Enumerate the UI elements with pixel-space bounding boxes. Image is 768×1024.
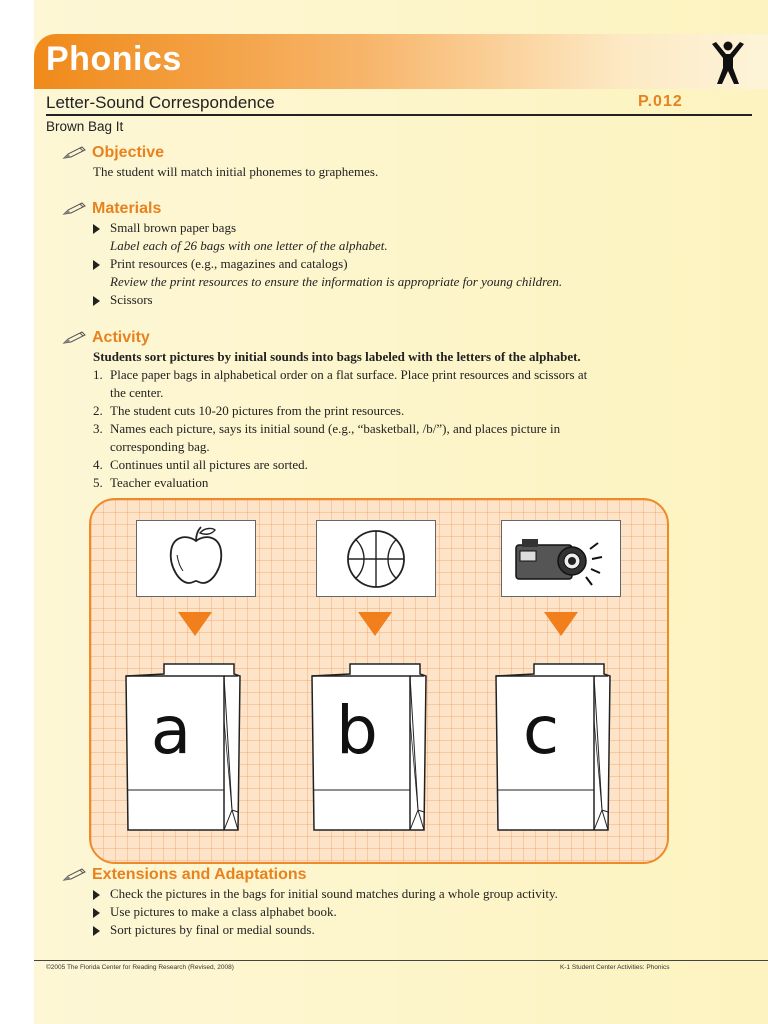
activity-heading-text: Activity <box>92 329 150 346</box>
basketball-icon <box>317 521 435 596</box>
bullet-icon <box>93 224 100 234</box>
student-figure-icon <box>708 40 748 86</box>
left-margin <box>0 0 34 1024</box>
materials-heading-text: Materials <box>92 200 162 217</box>
step-number: 4. <box>93 457 103 472</box>
activity-name: Brown Bag It <box>46 119 124 134</box>
step-number: 1. <box>93 367 103 382</box>
footer-rule <box>34 960 768 961</box>
materials-heading <box>62 200 161 218</box>
material-item: Scissors <box>110 292 153 307</box>
step-text: Continues until all pictures are sorted. <box>110 457 308 472</box>
activity-heading <box>62 329 150 347</box>
step-text: Teacher evaluation <box>110 475 209 490</box>
step-number: 2. <box>93 403 103 418</box>
objective-heading-text: Objective <box>92 144 165 161</box>
pencil-icon <box>62 868 88 882</box>
bullet-icon <box>93 296 100 306</box>
material-item: Print resources (e.g., magazines and catalogs) <box>110 256 348 271</box>
page-code: P.012 <box>638 93 683 110</box>
step-text-continued: corresponding bag. <box>110 439 210 454</box>
step-text: Names each picture, says its initial sound (e.g., “basketball, /b/”), and places picture in <box>110 421 561 436</box>
step-number: 3. <box>93 421 103 436</box>
down-arrow-icon <box>178 612 212 636</box>
page-title: Phonics <box>46 40 182 78</box>
footer-series: K-1 Student Center Activities: Phonics <box>560 964 670 971</box>
extension-item: Sort pictures by final or medial sounds. <box>110 922 315 937</box>
bullet-icon <box>93 890 100 900</box>
apple-icon <box>137 521 255 596</box>
extensions-heading <box>62 866 307 884</box>
apple-picture <box>136 520 256 597</box>
material-item: Small brown paper bags <box>110 220 237 235</box>
pencil-icon <box>62 331 88 345</box>
pencil-icon <box>62 146 88 160</box>
objective-text: The student will match initial phonemes to graphemes. <box>93 164 379 179</box>
camera-picture <box>501 520 621 597</box>
basketball-picture <box>316 520 436 597</box>
step-text: Place paper bags in alphabetical order on a flat surface. Place print resources and scissors at <box>110 367 588 382</box>
pencil-icon <box>62 202 88 216</box>
step-text: The student cuts 10-20 pictures from the print resources. <box>110 403 405 418</box>
bullet-icon <box>93 260 100 270</box>
down-arrow-icon <box>358 612 392 636</box>
section-subtitle: Letter-Sound Correspondence <box>46 93 275 112</box>
material-note: Label each of 26 bags with one letter of the alphabet. <box>110 238 388 253</box>
subtitle-rule <box>46 114 752 116</box>
camera-icon <box>502 521 620 596</box>
bullet-icon <box>93 926 100 936</box>
down-arrow-icon <box>544 612 578 636</box>
bag-letter-c: c <box>522 692 560 769</box>
bag-letter-a: a <box>150 692 192 769</box>
bullet-icon <box>93 908 100 918</box>
extension-item: Check the pictures in the bags for initial sound matches during a whole group activity. <box>110 886 558 901</box>
extensions-heading-text: Extensions and Adaptations <box>92 866 307 883</box>
footer-copyright: ©2005 The Florida Center for Reading Research (Revised, 2008) <box>46 964 234 971</box>
activity-intro: Students sort pictures by initial sounds into bags labeled with the letters of the alphabet. <box>93 349 581 364</box>
step-text-continued: the center. <box>110 385 164 400</box>
extension-item: Use pictures to make a class alphabet book. <box>110 904 337 919</box>
objective-heading <box>62 144 164 162</box>
step-number: 5. <box>93 475 103 490</box>
material-note: Review the print resources to ensure the information is appropriate for young children. <box>110 274 563 289</box>
bag-letter-b: b <box>336 692 378 769</box>
